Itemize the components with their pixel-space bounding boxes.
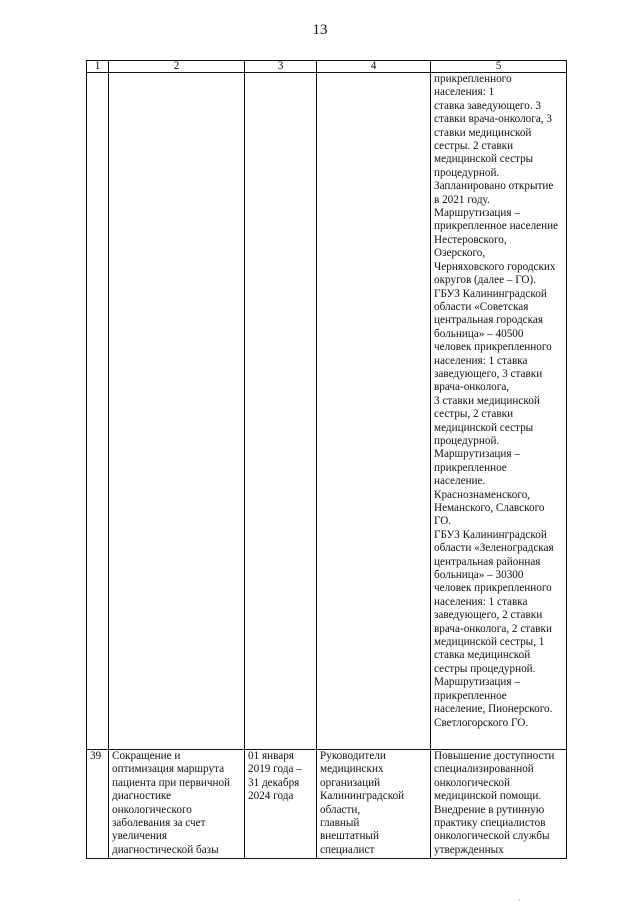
- measure-name-cell: Сокращение и оптимизация маршрута пациента при первичной диагностике онкологического заболевания за счет увеличения диагностической базы: [112, 750, 231, 856]
- header-cell-2: 2: [109, 61, 245, 73]
- header-cell-4: 4: [317, 61, 431, 73]
- table-row: [87, 73, 567, 750]
- header-cell-3: 3: [245, 61, 317, 73]
- row-number-cell: 39: [87, 750, 109, 859]
- responsible-cell: Руководители медицинских организаций Калининградской области, главный внештатный специалист: [320, 750, 405, 856]
- continued-cell-4: [317, 73, 431, 750]
- table-header-row: [87, 61, 567, 73]
- result-cell: Повышение доступности специализированной онкологической медицинской помощи. Внедрение в рутинную практику специалистов онкологической службы утвержденных: [434, 750, 555, 856]
- page-number: 13: [312, 22, 328, 38]
- continued-cell-1: [87, 73, 109, 750]
- header-cell-5: 5: [431, 61, 567, 73]
- header-cell-1: 1: [87, 61, 109, 73]
- table-row: [87, 750, 567, 859]
- measures-table: [86, 60, 567, 859]
- continued-cell-2: [109, 73, 245, 750]
- scan-mark: ·: [518, 896, 521, 905]
- continued-cell-5: прикрепленного населения: 1 ставка заведующего. 3 ставки врача-онколога, 3 ставки медицинской сестры. 2 ставки медицинской сестры процедурной. Запланировано открытие в 2021 году. Маршрутизация – прикрепленное население Нестеровского, Озерского, Черняховского городских округов (далее – ГО). ГБУЗ Калининградской области «Советская центральная городская больница» – 40500 человек прикрепленного населения: 1 ставка заведующего, 3 ставки врача-онколога, 3 ставки медицинской сестры, 2 ставки медицинской сестры процедурной. Маршрутизация – прикрепленное население. Краснознаменского, Неманского, Славского ГО. ГБУЗ Калининградской области «Зеленоградская центральная районная больница» – 30300 человек прикрепленного населения: 1 ставка заведующего, 2 ставки врача-онколога, 2 ставки медицинской сестры, 1 ставка медицинской сестры процедурной. Маршрутизация – прикрепленное население, Пионерского. Светлогорского ГО.: [431, 73, 567, 750]
- continued-cell-3: [245, 73, 317, 750]
- deadline-cell: 01 января 2019 года – 31 декабря 2024 года: [248, 750, 302, 803]
